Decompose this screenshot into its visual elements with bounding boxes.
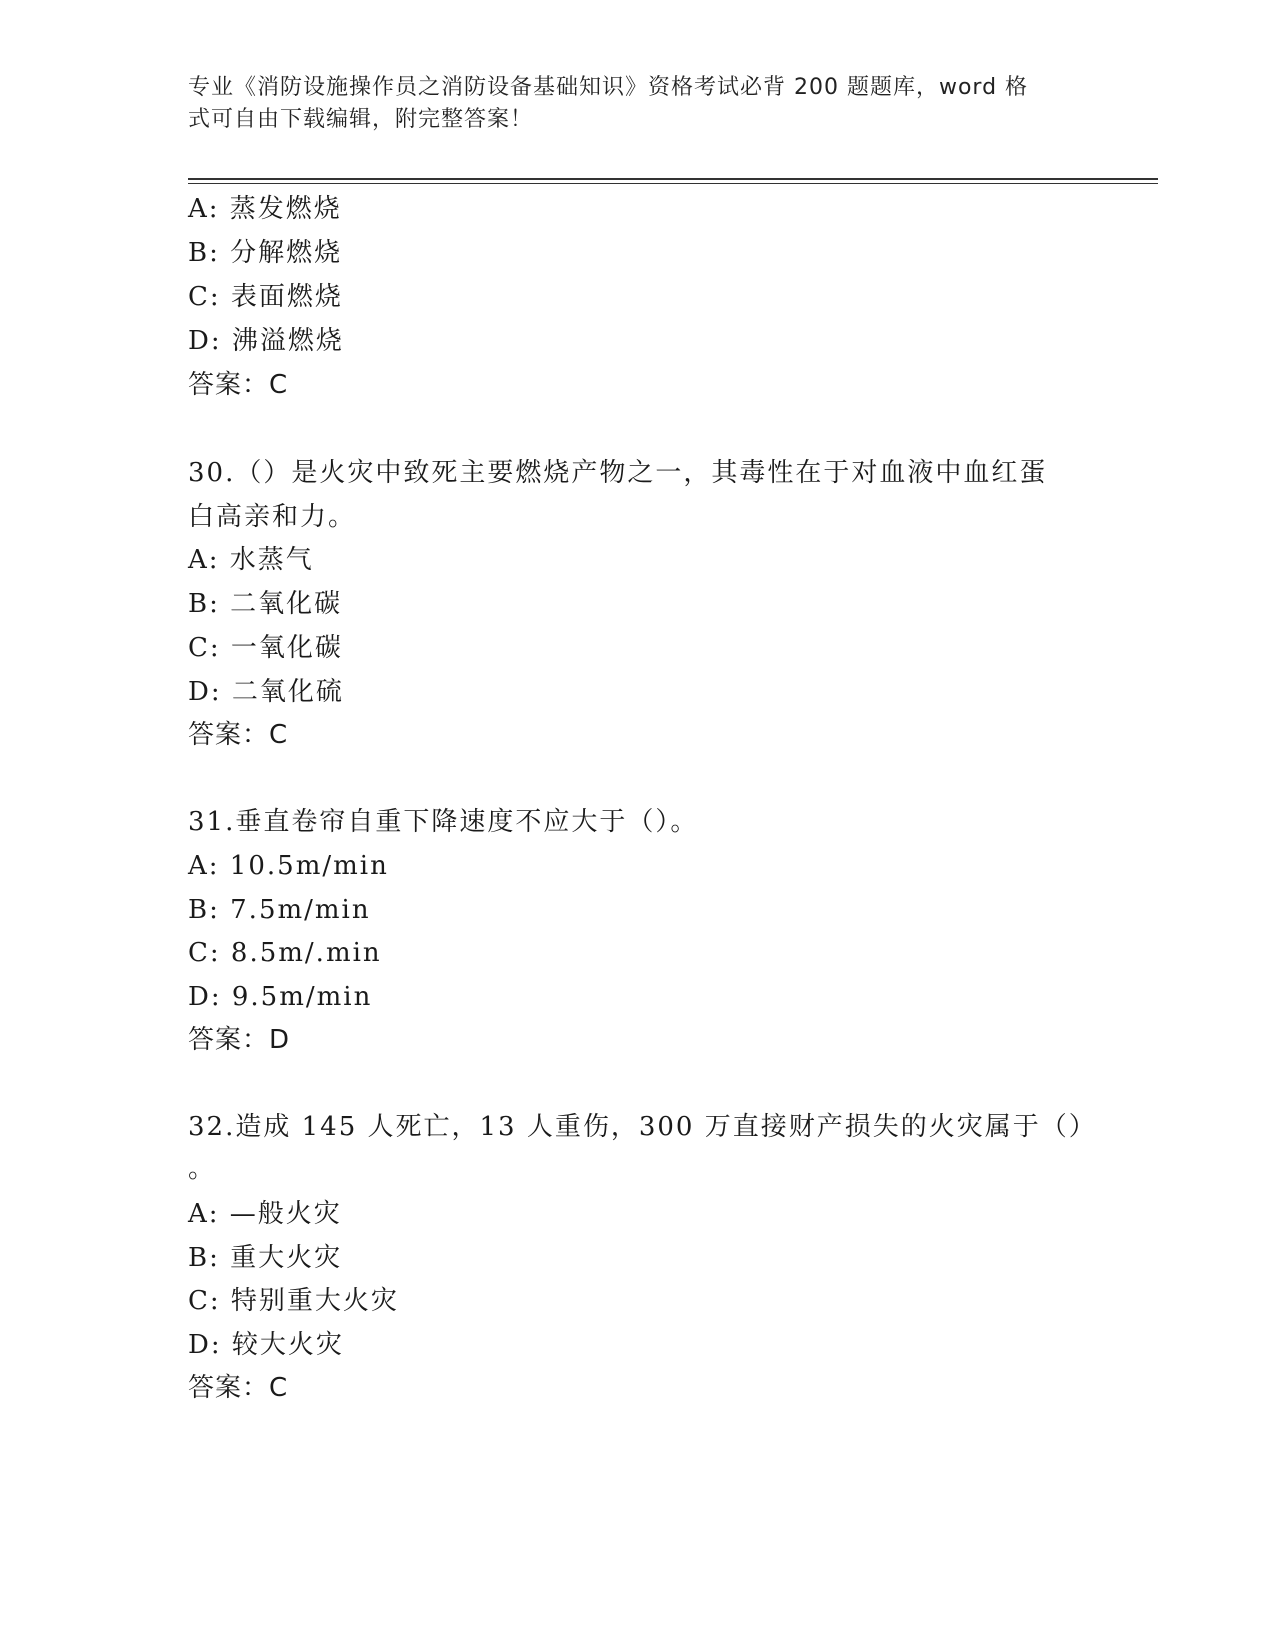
option-b: B: 分解燃烧: [188, 238, 343, 268]
header-divider-thick: [188, 178, 1158, 180]
document-header: [188, 72, 1068, 136]
answer-line: 答案：C: [188, 370, 289, 400]
question-stem: 32.造成 145 人死亡，13 人重伤，300 万直接财产损失的火灾属于（）: [188, 1112, 1097, 1142]
answer-line: 答案：D: [188, 1025, 291, 1055]
option-c: C: 特别重大火灾: [188, 1286, 399, 1316]
option-b: B: 7.5m/min: [188, 895, 371, 925]
option-a: A: 水蒸气: [188, 545, 314, 575]
question-stem-continued: 。: [188, 1154, 217, 1184]
option-b: B: 二氧化碳: [188, 589, 343, 619]
question-stem: 31.垂直卷帘自重下降速度不应大于（）。: [188, 807, 699, 837]
option-a: A: —般火灾: [188, 1199, 342, 1229]
option-d: D: 沸溢燃烧: [188, 326, 344, 356]
option-d: D: 9.5m/min: [188, 982, 373, 1012]
answer-line: 答案：C: [188, 720, 289, 750]
option-d: D: 二氧化硫: [188, 677, 344, 707]
option-c: C: 表面燃烧: [188, 282, 343, 312]
header-line-2: 式可自由下载编辑，附完整答案！: [188, 107, 534, 132]
option-d: D: 较大火灾: [188, 1330, 344, 1360]
question-stem-continued: 白高亲和力。: [188, 502, 357, 532]
answer-line: 答案：C: [188, 1373, 289, 1403]
option-c: C: 8.5m/.min: [188, 938, 382, 968]
question-stem: 30.（）是火灾中致死主要燃烧产物之一，其毒性在于对血液中血红蛋: [188, 458, 1048, 488]
option-c: C: 一氧化碳: [188, 633, 343, 663]
option-a: A: 10.5m/min: [188, 851, 389, 881]
header-line-1: 专业《消防设施操作员之消防设备基础知识》资格考试必背 200 题题库，word 格: [188, 75, 1029, 100]
header-divider-thin: [188, 183, 1158, 184]
option-b: B: 重大火灾: [188, 1243, 343, 1273]
option-a: A: 蒸发燃烧: [188, 194, 342, 224]
